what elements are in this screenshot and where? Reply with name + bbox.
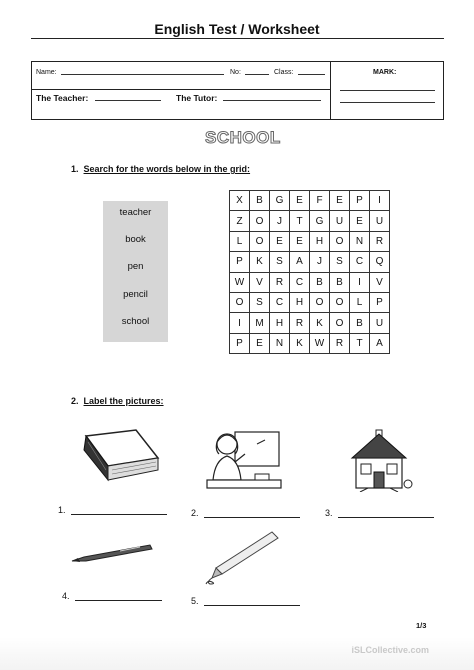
grid-cell[interactable]: R: [290, 313, 310, 333]
info-divider-horizontal: [32, 89, 331, 90]
grid-row: [230, 211, 390, 231]
pen-icon: [70, 541, 156, 567]
word-teacher: teacher: [119, 207, 152, 218]
grid-cell[interactable]: S: [270, 252, 290, 272]
teacher-icon: [205, 428, 283, 492]
page-number: 1/3: [416, 621, 427, 630]
grid-cell[interactable]: E: [270, 231, 290, 251]
grid-cell[interactable]: E: [330, 191, 350, 211]
grid-cell[interactable]: O: [310, 292, 330, 312]
grid-cell[interactable]: L: [350, 292, 370, 312]
grid-row: [230, 252, 390, 272]
grid-row: [230, 231, 390, 251]
word-pen: pen: [127, 261, 144, 272]
grid-cell[interactable]: V: [370, 272, 390, 292]
grid-cell[interactable]: H: [290, 292, 310, 312]
answer-field-2[interactable]: [204, 517, 300, 518]
grid-cell[interactable]: P: [370, 292, 390, 312]
grid-row: [230, 292, 390, 312]
mark-line-2[interactable]: [340, 102, 435, 103]
grid-cell[interactable]: E: [350, 211, 370, 231]
name-label: Name:: [36, 69, 57, 76]
grid-cell[interactable]: R: [370, 231, 390, 251]
answer-field-1[interactable]: [71, 514, 167, 515]
exercise1-heading: [71, 164, 250, 174]
grid-cell[interactable]: T: [350, 333, 370, 353]
grid-cell[interactable]: H: [310, 231, 330, 251]
tutor-label: The Tutor:: [176, 93, 218, 103]
grid-cell[interactable]: B: [330, 272, 350, 292]
word-book: book: [125, 234, 146, 245]
grid-cell[interactable]: P: [350, 191, 370, 211]
grid-cell[interactable]: Q: [370, 252, 390, 272]
page-title: English Test / Worksheet: [154, 21, 320, 37]
number-label: No:: [230, 69, 241, 76]
grid-cell[interactable]: R: [270, 272, 290, 292]
grid-cell[interactable]: I: [230, 313, 250, 333]
mark-line-1[interactable]: [340, 90, 435, 91]
grid-cell[interactable]: G: [310, 211, 330, 231]
grid-cell[interactable]: P: [230, 252, 250, 272]
class-label: Class:: [274, 69, 294, 76]
grid-cell[interactable]: C: [290, 272, 310, 292]
grid-cell[interactable]: L: [230, 231, 250, 251]
grid-cell[interactable]: O: [250, 211, 270, 231]
name-field[interactable]: [61, 74, 224, 75]
grid-cell[interactable]: T: [290, 211, 310, 231]
grid-cell[interactable]: O: [230, 292, 250, 312]
exercise1-number: 1.: [71, 164, 79, 174]
grid-cell[interactable]: A: [290, 252, 310, 272]
answer-field-3[interactable]: [338, 517, 434, 518]
answer-field-4[interactable]: [75, 600, 162, 601]
info-divider-vertical: [330, 62, 331, 119]
grid-cell[interactable]: O: [330, 313, 350, 333]
title-underline: [31, 38, 444, 39]
grid-cell[interactable]: G: [270, 191, 290, 211]
grid-cell[interactable]: E: [250, 333, 270, 353]
grid-cell[interactable]: V: [250, 272, 270, 292]
grid-cell[interactable]: P: [230, 333, 250, 353]
answer-number-2: 2.: [191, 508, 199, 518]
grid-cell[interactable]: C: [270, 292, 290, 312]
grid-cell[interactable]: W: [230, 272, 250, 292]
answer-number-1: 1.: [58, 505, 66, 515]
book-icon: [72, 428, 162, 488]
grid-cell[interactable]: N: [350, 231, 370, 251]
tutor-field[interactable]: [223, 100, 321, 101]
section-title: SCHOOL: [205, 128, 281, 147]
word-school: school: [121, 316, 150, 327]
answer-number-4: 4.: [62, 591, 70, 601]
mark-label: MARK:: [373, 69, 397, 76]
grid-cell[interactable]: J: [310, 252, 330, 272]
grid-cell[interactable]: U: [370, 313, 390, 333]
grid-cell[interactable]: W: [310, 333, 330, 353]
grid-cell[interactable]: K: [290, 333, 310, 353]
school-building-icon: [348, 428, 414, 492]
grid-cell[interactable]: O: [330, 231, 350, 251]
class-field[interactable]: [298, 74, 325, 75]
word-search-grid: [229, 190, 390, 354]
grid-cell[interactable]: I: [370, 191, 390, 211]
grid-cell[interactable]: M: [250, 313, 270, 333]
grid-cell[interactable]: O: [330, 292, 350, 312]
exercise2-number: 2.: [71, 396, 79, 406]
grid-cell[interactable]: B: [310, 272, 330, 292]
grid-cell[interactable]: X: [230, 191, 250, 211]
grid-cell[interactable]: A: [370, 333, 390, 353]
teacher-field[interactable]: [95, 100, 161, 101]
grid-cell[interactable]: E: [290, 231, 310, 251]
exercise2-instruction: Label the pictures:: [83, 396, 164, 406]
grid-cell[interactable]: U: [330, 211, 350, 231]
grid-cell[interactable]: B: [250, 191, 270, 211]
pencil-icon: [202, 530, 280, 586]
grid-cell[interactable]: F: [310, 191, 330, 211]
word-pencil: pencil: [123, 289, 148, 300]
grid-row: [230, 313, 390, 333]
grid-cell[interactable]: N: [270, 333, 290, 353]
grid-cell[interactable]: K: [310, 313, 330, 333]
grid-cell[interactable]: R: [330, 333, 350, 353]
grid-cell[interactable]: Z: [230, 211, 250, 231]
grid-cell[interactable]: B: [350, 313, 370, 333]
grid-cell[interactable]: O: [250, 231, 270, 251]
grid-cell[interactable]: J: [270, 211, 290, 231]
answer-number-5: 5.: [191, 596, 199, 606]
grid-cell[interactable]: H: [270, 313, 290, 333]
footer-watermark: iSLCollective.com: [351, 645, 429, 655]
grid-row: [230, 272, 390, 292]
grid-cell[interactable]: S: [330, 252, 350, 272]
teacher-label: The Teacher:: [36, 93, 89, 103]
grid-cell[interactable]: K: [250, 252, 270, 272]
grid-row: [230, 333, 390, 353]
answer-field-5[interactable]: [204, 605, 300, 606]
answer-number-3: 3.: [325, 508, 333, 518]
exercise1-instruction: Search for the words below in the grid:: [83, 164, 251, 174]
grid-row: [230, 191, 390, 211]
exercise2-heading: [71, 396, 164, 406]
number-field[interactable]: [245, 74, 269, 75]
grid-cell[interactable]: S: [250, 292, 270, 312]
grid-cell[interactable]: I: [350, 272, 370, 292]
grid-cell[interactable]: E: [290, 191, 310, 211]
grid-cell[interactable]: U: [370, 211, 390, 231]
grid-cell[interactable]: C: [350, 252, 370, 272]
